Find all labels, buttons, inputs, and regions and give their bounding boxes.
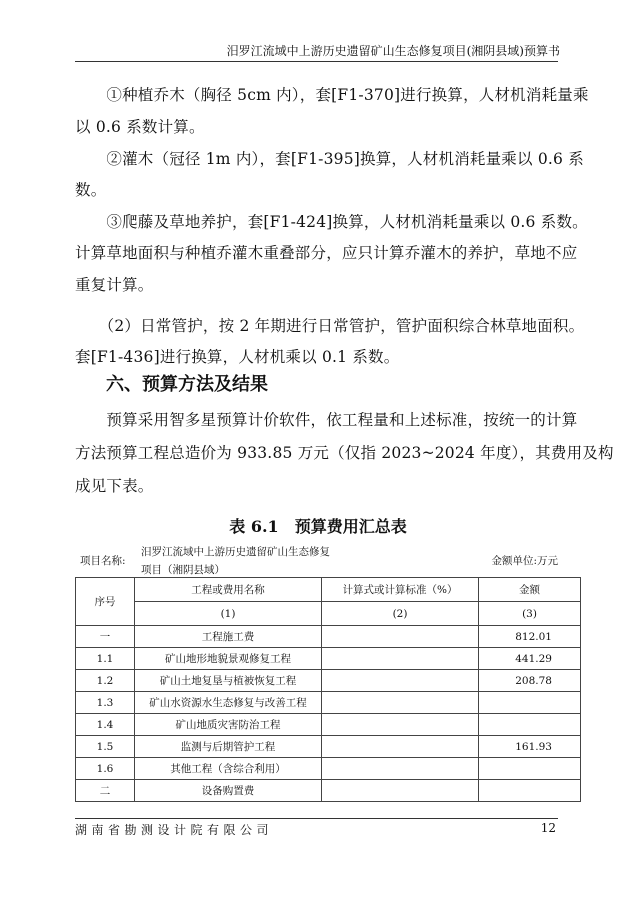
cell-formula — [322, 626, 479, 648]
cell-seq: 1.2 — [76, 670, 135, 692]
body-line: 数。 — [75, 181, 107, 199]
project-label: 项目名称: — [80, 555, 126, 567]
body-line: 套[F1-436]进行换算，人材机乘以 0.1 系数。 — [75, 348, 400, 366]
header-c3: (3) — [479, 602, 581, 626]
cell-name: 监测与后期管护工程 — [135, 736, 322, 758]
cell-seq: 1.3 — [76, 692, 135, 714]
header-amount: 金额 — [479, 578, 581, 602]
cell-amount — [479, 758, 581, 780]
cell-amount: 441.29 — [479, 648, 581, 670]
header-c2: (2) — [322, 602, 479, 626]
body-line: 重复计算。 — [75, 276, 154, 294]
cell-amount: 208.78 — [479, 670, 581, 692]
cell-amount — [479, 780, 581, 802]
project-name-2: 项目（湘阴县域） — [141, 564, 225, 576]
header-c1: (1) — [135, 602, 322, 626]
budget-summary-table — [75, 577, 581, 802]
table-row — [76, 736, 581, 758]
body-line: 预算采用智多星预算计价软件，依工程量和上述标准，按统一的计算 — [75, 411, 578, 429]
header-rule — [75, 61, 558, 62]
cell-seq: 一 — [76, 626, 135, 648]
cell-name: 工程施工费 — [135, 626, 322, 648]
amount-unit: 金额单位:万元 — [491, 555, 558, 567]
cell-seq: 1.5 — [76, 736, 135, 758]
cell-formula — [322, 736, 479, 758]
table-row — [76, 648, 581, 670]
footer-rule — [75, 818, 558, 819]
table-row — [76, 714, 581, 736]
table-row — [76, 626, 581, 648]
header-seq: 序号 — [76, 578, 135, 626]
table-title: 表 6.1 预算费用汇总表 — [229, 517, 407, 536]
cell-name: 矿山地形地貌景观修复工程 — [135, 648, 322, 670]
footer-company: 湖南省勘测设计院有限公司 — [75, 823, 274, 837]
body-line: 以 0.6 系数计算。 — [75, 118, 205, 136]
cell-amount: 812.01 — [479, 626, 581, 648]
header-name: 工程或费用名称 — [135, 578, 322, 602]
cell-seq: 1.6 — [76, 758, 135, 780]
project-name-1: 汨罗江流域中上游历史遗留矿山生态修复 — [141, 546, 330, 558]
cell-name: 其他工程（含综合利用） — [135, 758, 322, 780]
cell-formula — [322, 780, 479, 802]
cell-formula — [322, 648, 479, 670]
cell-seq: 1.4 — [76, 714, 135, 736]
cell-name: 矿山土地复垦与植被恢复工程 — [135, 670, 322, 692]
section-heading: 六、预算方法及结果 — [106, 374, 268, 395]
cell-name: 设备购置费 — [135, 780, 322, 802]
body-line: ②灌木（冠径 1m 内），套[F1-395]换算，人材机消耗量乘以 0.6 系 — [75, 150, 584, 168]
body-line: （2）日常管护，按 2 年期进行日常管护，管护面积综合林草地面积。 — [75, 317, 585, 335]
body-line: 计算草地面积与种植乔灌木重叠部分，应只计算乔灌木的养护，草地不应 — [75, 244, 578, 262]
header-formula: 计算式或计算标准（%） — [322, 578, 479, 602]
table-row — [76, 780, 581, 802]
table-header-row — [76, 578, 581, 602]
cell-seq: 二 — [76, 780, 135, 802]
running-header: 汨罗江流域中上游历史遗留矿山生态修复项目(湘阴县域)预算书 — [226, 44, 560, 58]
cell-amount — [479, 692, 581, 714]
table-row — [76, 670, 581, 692]
body-line: 方法预算工程总造价为 933.85 万元（仅指 2023~2024 年度），其费用及构 — [75, 444, 614, 462]
cell-formula — [322, 758, 479, 780]
table-row — [76, 692, 581, 714]
body-line: 成见下表。 — [75, 477, 154, 495]
cell-seq: 1.1 — [76, 648, 135, 670]
cell-formula — [322, 670, 479, 692]
cell-formula — [322, 714, 479, 736]
cell-amount — [479, 714, 581, 736]
body-line: ①种植乔木（胸径 5cm 内），套[F1-370]进行换算，人材机消耗量乘 — [75, 86, 589, 104]
table-header-row — [76, 602, 581, 626]
cell-amount: 161.93 — [479, 736, 581, 758]
cell-formula — [322, 692, 479, 714]
page-number: 12 — [540, 821, 556, 835]
body-line: ③爬藤及草地养护，套[F1-424]换算，人材机消耗量乘以 0.6 系数。 — [75, 213, 588, 231]
table-row — [76, 758, 581, 780]
cell-name: 矿山地质灾害防治工程 — [135, 714, 322, 736]
cell-name: 矿山水资源水生态修复与改善工程 — [135, 692, 322, 714]
